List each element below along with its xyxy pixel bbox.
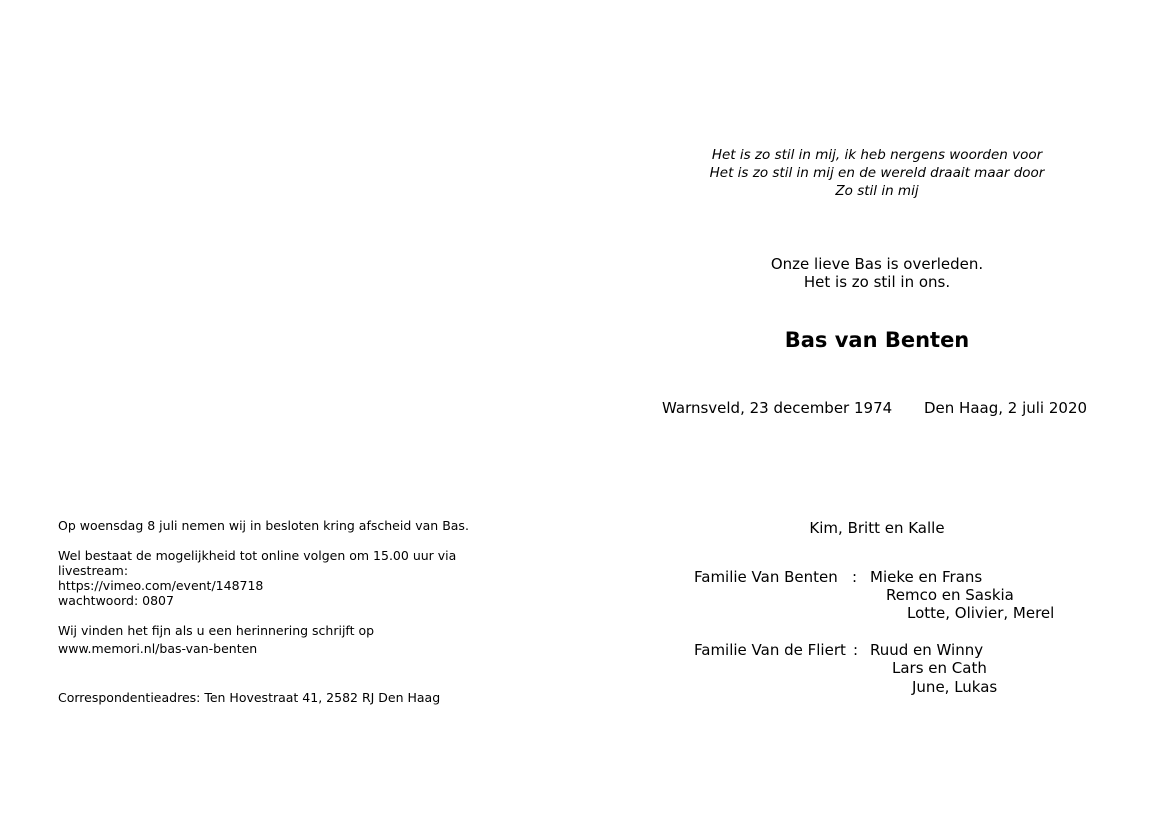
family-member: Lars en Cath [892,659,987,677]
announcement-line: Onze lieve Bas is overleden. [770,255,984,273]
children-names: Kim, Britt en Kalle [809,519,945,537]
livestream-text-line1: Wel bestaat de mogelijkheid tot online volgen om 15.00 uur via [58,548,457,563]
farewell-text: Op woensdag 8 juli nemen wij in besloten kring afscheid van Bas. [58,518,469,533]
livestream-text-line2: livestream: [58,563,129,578]
family-member: Remco en Saskia [886,586,1014,604]
family-van-benten-label: Familie Van Benten [694,568,838,586]
memori-url: www.memori.nl/bas-van-benten [58,641,258,656]
birth-info: Warnsveld, 23 december 1974 [662,399,893,417]
family-member: June, Lukas [912,678,998,696]
death-info: Den Haag, 2 juli 2020 [924,399,1088,417]
poem-line: Het is zo stil in mij en de wereld draait maar door [709,165,1045,181]
family-member: Mieke en Frans [870,568,983,586]
family-van-de-fliert-label: Familie Van de Fliert [694,641,846,659]
deceased-name: Bas van Benten [784,328,970,352]
family-separator: : [852,568,858,586]
livestream-password: wachtwoord: 0807 [58,593,174,608]
announcement-line: Het is zo stil in ons. [803,273,951,291]
family-member: Lotte, Olivier, Merel [907,604,1055,622]
correspondence-address: Correspondentieadres: Ten Hovestraat 41, 2582 RJ Den Haag [58,690,441,705]
livestream-url: https://vimeo.com/event/148718 [58,578,264,593]
announcement [600,255,1154,291]
poem-line: Zo stil in mij [835,183,919,199]
family-separator: : [853,641,859,659]
poem-line: Het is zo stil in mij, ik heb nergens woorden voor [711,147,1043,163]
family-member: Ruud en Winny [870,641,984,659]
memori-text: Wij vinden het fijn als u een herinnering schrijft op [58,623,375,638]
poem [600,146,1154,200]
